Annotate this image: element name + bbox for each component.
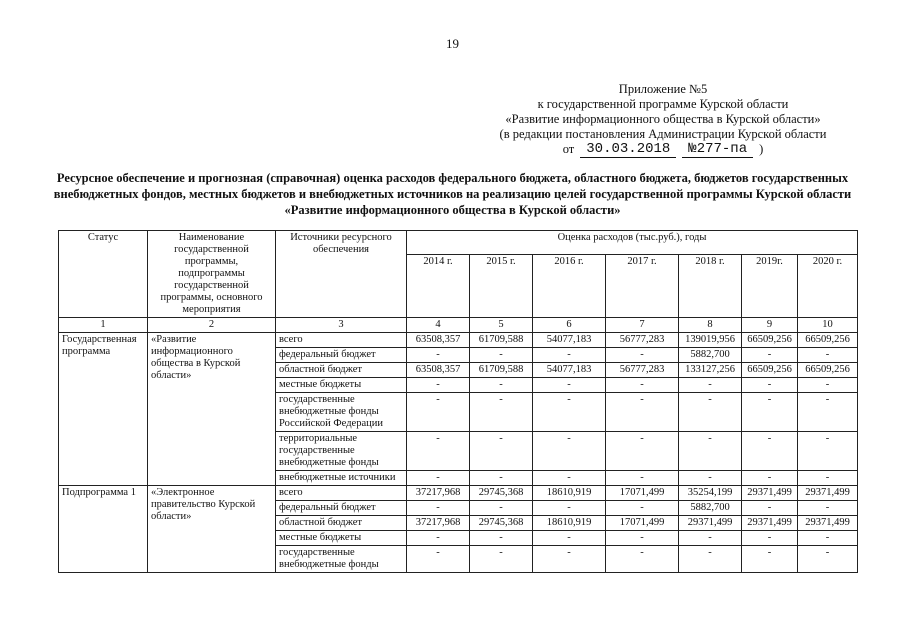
annex-line: «Развитие информационного общества в Курской области»	[505, 112, 821, 126]
header-name: Наименование государственной программы, подпрограммы государственной программы, основного мероприятия	[148, 231, 276, 318]
header-estimate: Оценка расходов (тыс.руб.), годы	[407, 231, 858, 255]
row-value: 18610,919	[533, 486, 606, 501]
column-number: 9	[742, 318, 798, 333]
row-value: -	[606, 471, 679, 486]
row-value: -	[470, 348, 533, 363]
row-value: -	[407, 471, 470, 486]
row-value: -	[606, 348, 679, 363]
row-value: -	[742, 393, 798, 432]
row-value: 133127,256	[679, 363, 742, 378]
column-number: 4	[407, 318, 470, 333]
row-value: -	[798, 471, 858, 486]
row-value: 17071,499	[606, 486, 679, 501]
row-value: -	[407, 531, 470, 546]
row-value: 61709,588	[470, 333, 533, 348]
column-number: 8	[679, 318, 742, 333]
row-value: -	[470, 531, 533, 546]
column-number: 7	[606, 318, 679, 333]
row-value: -	[798, 531, 858, 546]
row-value: -	[407, 348, 470, 363]
row-value: -	[606, 546, 679, 573]
row-value: 29371,499	[798, 486, 858, 501]
row-value: -	[606, 432, 679, 471]
row-value: -	[742, 378, 798, 393]
row-value: 56777,283	[606, 363, 679, 378]
row-value: -	[606, 378, 679, 393]
row-funding-source: всего	[276, 333, 407, 348]
row-value: 56777,283	[606, 333, 679, 348]
row-value: 5882,700	[679, 501, 742, 516]
row-funding-source: территориальные государственные внебюджетные фонды	[276, 432, 407, 471]
row-value: -	[533, 348, 606, 363]
row-value: 37217,968	[407, 486, 470, 501]
row-value: 29371,499	[679, 516, 742, 531]
column-number: 3	[276, 318, 407, 333]
row-value: -	[679, 393, 742, 432]
row-value: -	[606, 393, 679, 432]
row-funding-source: государственные внебюджетные фонды Российской Федерации	[276, 393, 407, 432]
header-year: 2017 г.	[606, 255, 679, 318]
row-value: -	[742, 531, 798, 546]
row-status: Подпрограмма 1	[59, 486, 148, 573]
table-row	[59, 486, 858, 501]
row-value: -	[742, 501, 798, 516]
row-value: 29745,368	[470, 486, 533, 501]
row-value: 63508,357	[407, 363, 470, 378]
resource-table	[58, 230, 858, 573]
annex-from-label: от	[562, 142, 575, 156]
row-value: -	[742, 348, 798, 363]
row-funding-source: местные бюджеты	[276, 378, 407, 393]
header-year: 2014 г.	[407, 255, 470, 318]
row-funding-source: местные бюджеты	[276, 531, 407, 546]
header-year: 2018 г.	[679, 255, 742, 318]
row-value: -	[679, 378, 742, 393]
annex-title: Приложение №5	[618, 82, 708, 96]
row-value: -	[407, 501, 470, 516]
row-value: 66509,256	[798, 333, 858, 348]
row-value: -	[470, 501, 533, 516]
row-value: -	[407, 393, 470, 432]
column-number: 6	[533, 318, 606, 333]
row-value: -	[470, 393, 533, 432]
header-year: 2016 г.	[533, 255, 606, 318]
row-value: 29371,499	[742, 486, 798, 501]
row-value: -	[533, 393, 606, 432]
row-value: -	[470, 432, 533, 471]
column-number: 2	[148, 318, 276, 333]
row-value: -	[407, 378, 470, 393]
row-status: Государственная программа	[59, 333, 148, 486]
row-value: -	[606, 531, 679, 546]
annex-close-paren: )	[759, 142, 764, 156]
row-value: 63508,357	[407, 333, 470, 348]
row-value: -	[742, 546, 798, 573]
row-value: -	[798, 546, 858, 573]
row-value: 66509,256	[742, 363, 798, 378]
row-value: -	[533, 432, 606, 471]
annex-date: 30.03.2018	[580, 142, 676, 158]
row-value: -	[798, 432, 858, 471]
row-value: -	[407, 432, 470, 471]
header-year: 2020 г.	[798, 255, 858, 318]
row-value: 29371,499	[742, 516, 798, 531]
row-value: -	[470, 471, 533, 486]
row-value: -	[533, 501, 606, 516]
row-value: -	[407, 546, 470, 573]
header-source: Источники ресурсного обеспечения	[276, 231, 407, 318]
row-funding-source: государственные внебюджетные фонды	[276, 546, 407, 573]
row-funding-source: федеральный бюджет	[276, 501, 407, 516]
table-body	[59, 333, 858, 573]
row-program-name: «Электронное правительство Курской области»	[148, 486, 276, 573]
row-funding-source: внебюджетные источники	[276, 471, 407, 486]
row-value: -	[798, 378, 858, 393]
row-value: -	[533, 546, 606, 573]
annex-number: №277-па	[682, 142, 753, 158]
row-value: -	[533, 471, 606, 486]
header-status: Статус	[59, 231, 148, 318]
row-funding-source: всего	[276, 486, 407, 501]
row-value: 18610,919	[533, 516, 606, 531]
row-value: -	[606, 501, 679, 516]
row-value: 29371,499	[798, 516, 858, 531]
page-number: 19	[446, 36, 459, 51]
row-value: 5882,700	[679, 348, 742, 363]
annex-date-row	[483, 142, 843, 158]
document-title: Ресурсное обеспечение и прогнозная (справочная) оценка расходов федерального бюджета, областного бюджета, бюджетов государственных внебюджетных фондов, местных бюджетов и внебюджетных источников на реализацию целей государственной программы Курской области «Развитие информационного общества в Курской области»	[53, 171, 852, 217]
row-funding-source: федеральный бюджет	[276, 348, 407, 363]
column-number: 10	[798, 318, 858, 333]
row-value: 37217,968	[407, 516, 470, 531]
row-value: -	[742, 432, 798, 471]
row-value: -	[533, 531, 606, 546]
row-value: -	[470, 378, 533, 393]
row-value: -	[798, 393, 858, 432]
row-value: 54077,183	[533, 333, 606, 348]
header-year: 2019г.	[742, 255, 798, 318]
header-year: 2015 г.	[470, 255, 533, 318]
row-value: -	[470, 546, 533, 573]
column-number: 1	[59, 318, 148, 333]
row-value: 66509,256	[742, 333, 798, 348]
row-value: -	[798, 501, 858, 516]
row-value: 17071,499	[606, 516, 679, 531]
column-number: 5	[470, 318, 533, 333]
row-value: 61709,588	[470, 363, 533, 378]
row-value: 29745,368	[470, 516, 533, 531]
row-value: 66509,256	[798, 363, 858, 378]
row-value: 139019,956	[679, 333, 742, 348]
annex-block	[483, 82, 843, 158]
row-value: -	[679, 531, 742, 546]
row-program-name: «Развитие информационного общества в Курской области»	[148, 333, 276, 486]
row-value: -	[742, 471, 798, 486]
row-value: -	[798, 348, 858, 363]
row-value: -	[679, 471, 742, 486]
annex-line: к государственной программе Курской области	[537, 97, 789, 111]
row-funding-source: областной бюджет	[276, 363, 407, 378]
row-value: 54077,183	[533, 363, 606, 378]
row-value: -	[679, 432, 742, 471]
row-value: -	[533, 378, 606, 393]
row-funding-source: областной бюджет	[276, 516, 407, 531]
row-value: 35254,199	[679, 486, 742, 501]
annex-line: (в редакции постановления Администрации Курской области	[499, 127, 827, 141]
row-value: -	[679, 546, 742, 573]
column-numbers-row	[59, 318, 858, 333]
table-row	[59, 333, 858, 348]
